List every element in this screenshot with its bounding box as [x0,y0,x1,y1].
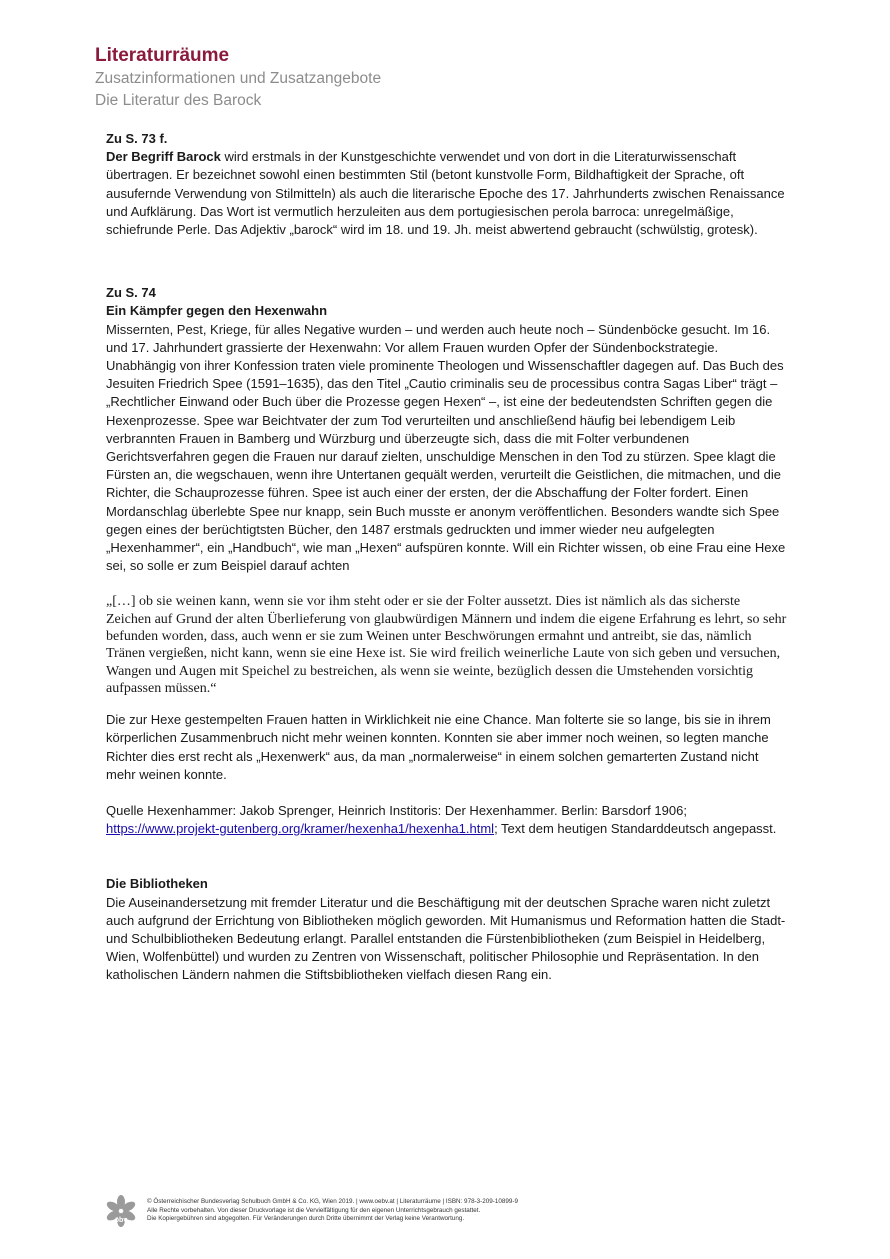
section-1-paragraph [106,148,788,239]
logo-text: öbv [114,1217,128,1224]
section-2-heading: Zu S. 74 [106,285,156,301]
section-3-body: Die Auseinandersetzung mit fremder Literatur und die Beschäftigung mit der deutschen Sprache waren nicht zuletzt auch aufgrund der Errichtung von Bibliotheken möglich geworden. Mit Humanismus und Reformation hatten die Stadt- und Schulbibliotheken Bedeutung erlangt. Parallel entstanden die Fürstenbibliotheken (zum Beispiel in Heidelberg, Wien, Wolfenbüttel) und wurden zu Zentren von Wissenschaft, politischer Philosophie und Repräsentation. In den katholischen Ländern nahmen die Stiftsbibliotheken vielfach diesen Rang ein. [106,894,786,983]
section-2-body: Missernten, Pest, Kriege, für alles Negative wurden – und werden auch heute noch – Sündenböcke gesucht. Im 16. und 17. Jahrhundert grassierte der Hexenwahn: Vor allem Frauen wurden Opfer der Sündenbockstrategie. Unabhängig von ihrer Konfession traten viele prominente Theologen und Wissenschaftler dagegen auf. Das Buch des Jesuiten Friedrich Spee (1591–1635), das den Titel „Cautio criminalis seu de processibus contra Sagas Liber“ trägt – „Rechtlicher Einwand oder Buch über die Prozesse gegen Hexen“ –, ist eine der bedeutendsten Schriften gegen die Hexenprozesse. Spee war Beichtvater der zum Tod verurteilten und anschließend häufig bei lebendigem Leib verbrannten Frauen in Bamberg und Würzburg und überzeugte sich, dass die mit Folter verbundenen Gerichtsverfahren gegen die Frauen nur darauf zielten, unschuldige Menschen in den Tod zu stürzen. Spee klagt die Fürsten an, die wegschauen, wenn ihre Untertanen gequält werden, verurteilt die Geistlichen, die mitmachen, und die Richter, die Schauprozesse führen. Spee ist auch einer der ersten, der die Abschaffung der Folter fordert. Einen Mordanschlag überlebte Spee nur knapp, sein Buch musste er anonym veröffentlichen. Besonders wandte sich Spee gegen eines der berüchtigtsten Bücher, den 1487 erstmals gedruckten und immer wieder neu aufgelegten „Hexenhammer“, ein „Handbuch“, wie man „Hexen“ aufspüren konnte. Will ein Richter wissen, ob eine Frau eine Hexe sei, so solle er zum Beispiel darauf achten [106,321,786,574]
page-header [95,44,381,112]
source-prefix: Quelle Hexenhammer: Jakob Sprenger, Heinrich Institoris: Der Hexenhammer. Berlin: Barsdorf 1906; [106,803,687,819]
source-suffix: ; Text dem heutigen Standarddeutsch angepasst. [494,821,777,837]
oebv-logo-icon [104,1194,138,1228]
gutenberg-link[interactable]: https://www.projekt-gutenberg.org/kramer/hexenha1/hexenha1.html [106,821,495,837]
hexenhammer-quote: „[…] ob sie weinen kann, wenn sie vor ihm steht oder er sie der Folter aussetzt. Dies ist nämlich als das sicherste Zeichen auf Grund der alten Überlieferung von glaubwürdigen Männern und indem die eigene Erfahrung es lehrt, so sehr befunden worden, dass, auch wenn er sie zum Weinen unter Beschwörungen ermahnt und antreibt, sie das, nämlich Tränen vergießen, nicht kann, wenn sie eine Hexe ist. Sie wird freilich weinerliche Laute von sich geben und versuchen, Wangen und Augen mit Speichel zu bestreichen, als wenn sie weinte, bezüglich dessen die Umstehenden vorsichtig aufpassen müssen.“ [106,594,787,696]
barock-definition: wird erstmals in der Kunstgeschichte verwendet und von dort in die Literaturwissenschaft übertragen. Er bezeichnet sowohl einen bestimmten Stil (betont kunstvolle Form, Bildhaftigkeit der Sprache, oft ausufernde Verwendung von Stilmitteln) als auch die literarische Epoche des 17. Jahrhunderts zwischen Renaissance und Aufklärung. Das Wort ist vermutlich herzuleiten aus dem portugiesischen perola barroca: unregelmäßige, schiefrunde Perle. Das Adjektiv „barock“ wird im 18. und 19. Jh. meist abwertend gebraucht (schwülstig, grotesk). [106,149,785,238]
source-citation [106,802,788,838]
footer-text [147,1198,518,1224]
barock-term: Der Begriff Barock [106,149,221,165]
document-body [106,130,788,985]
subtitle-line-1: Zusatzinformationen und Zusatzangebote [95,70,382,87]
footer-line-2: Alle Rechte vorbehalten. Von dieser Druckvorlage ist die Vervielfältigung für den eigenen Unterrichtsgebrauch gestattet. [147,1206,481,1214]
section-2-title: Ein Kämpfer gegen den Hexenwahn [106,303,328,319]
page-footer [104,1194,664,1234]
section-2-after-quote: Die zur Hexe gestempelten Frauen hatten in Wirklichkeit nie eine Chance. Man folterte sie so lange, bis sie in ihrem körperlichen Zusammenbruch nicht mehr weinen konnten. Konnten sie aber immer noch weinen, so legten manche Richter dies erst recht als „Hexenwerk“ aus, da man „normalerweise“ in einem solchen gemarterten Zustand nicht mehr weinen konnte. [106,712,771,782]
footer-line-1: © Österreichischer Bundesverlag Schulbuch GmbH & Co. KG, Wien 2019. | www.oebv.at | Literaturräume | ISBN: 978-3-209-10899-9 [147,1198,518,1205]
brand-title: Literaturräume [95,45,230,66]
subtitle-line-2: Die Literatur des Barock [95,92,262,109]
section-3-title: Die Bibliotheken [106,876,208,892]
footer-line-3: Die Kopiergebühren sind abgegolten. Für Veränderungen durch Dritte übernimmt der Verlag keine Verantwortung. [147,1215,465,1223]
section-1-heading: Zu S. 73 f. [106,131,168,146]
